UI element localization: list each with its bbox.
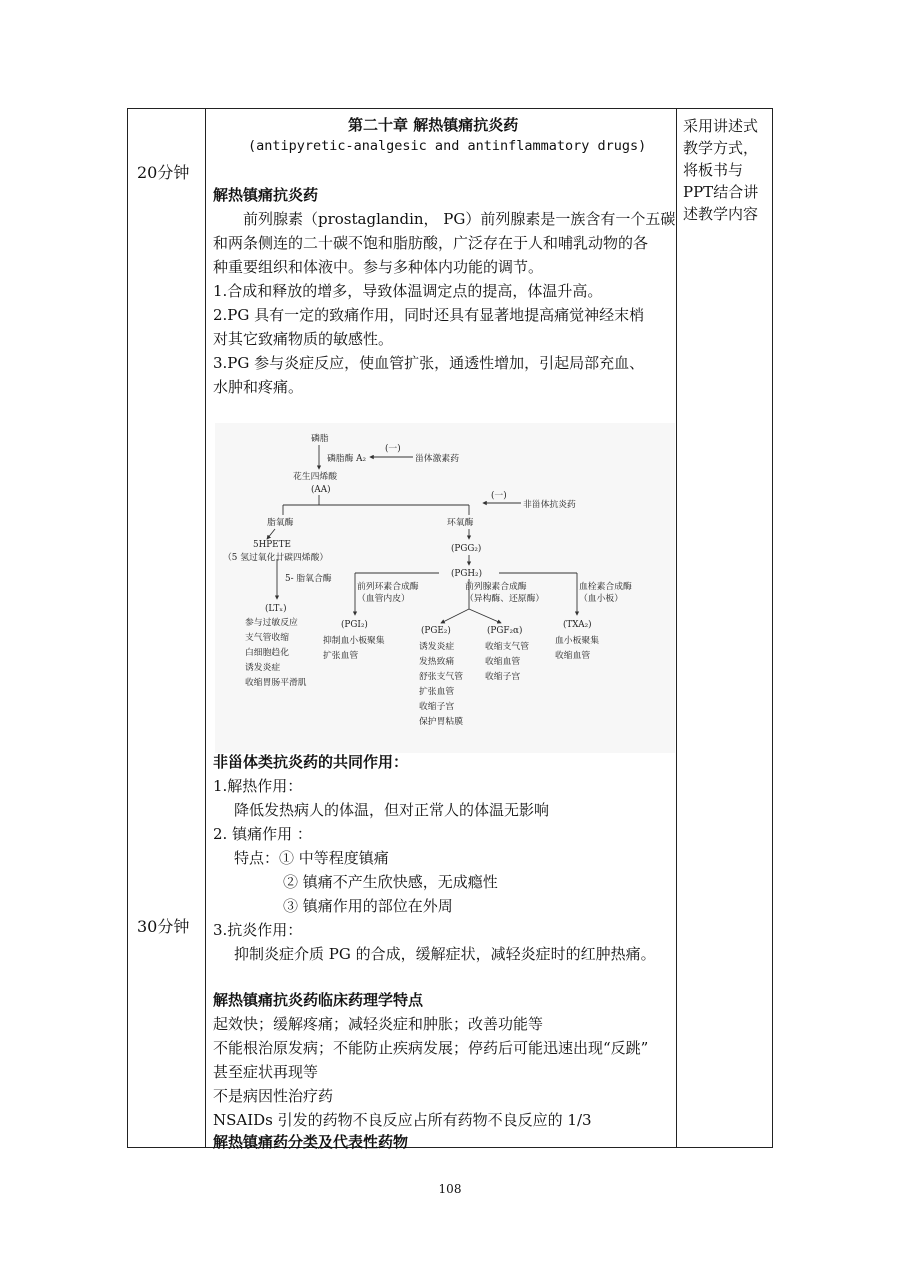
diagram-effect: 舒张支气管 bbox=[419, 672, 463, 682]
item-heading: 3.抗炎作用： bbox=[213, 921, 303, 939]
diagram-label-5lox: 5- 脂氧合酶 bbox=[285, 574, 332, 584]
section-heading-1: 解热镇痛抗炎药 bbox=[213, 186, 319, 204]
time-mark-30: 30分钟 bbox=[137, 917, 190, 936]
point-line: 3.PG 参与炎症反应，使血管扩张，通透性增加，引起局部充血、 bbox=[213, 354, 645, 372]
point-line: 1.合成和释放的增多，导致体温调定点的提高，体温升高。 bbox=[213, 282, 603, 300]
feature-line: 特点：① 中等程度镇痛 bbox=[234, 849, 389, 867]
feature-line: 甚至症状再现等 bbox=[213, 1063, 319, 1081]
diagram-label-pgi-synthase: 前列环素合成酶 bbox=[357, 582, 419, 592]
diagram-effect: 收缩胃肠平滑肌 bbox=[245, 678, 307, 688]
diagram-label-pg-synthase: 前列腺素合成酶 bbox=[465, 582, 527, 592]
feature-line: NSAIDs 引发的药物不良反应占所有药物不良反应的 1/3 bbox=[213, 1111, 592, 1129]
item-heading: 1.解热作用： bbox=[213, 777, 303, 795]
diagram-label-aa: 花生四烯酸 bbox=[293, 472, 337, 482]
lesson-table bbox=[127, 108, 773, 1151]
diagram-label-pg-synthase-type: （异构酶、还原酶） bbox=[465, 594, 545, 604]
diagram-label-pla2: 磷脂酶 A₂ bbox=[327, 454, 367, 464]
diagram-effect: 诱发炎症 bbox=[245, 663, 281, 673]
diagram-label-txa2: (TXA₂) bbox=[563, 620, 592, 630]
diagram-label-5hpete-full: （5 氢过氧化廿碳四烯酸） bbox=[223, 553, 329, 563]
diagram-effect: 收缩子宫 bbox=[419, 702, 455, 712]
paragraph-line: 前列腺素（prostaglandin， PG）前列腺素是一族含有一个五碳 bbox=[243, 210, 676, 228]
point-line: 对其它致痛物质的敏感性。 bbox=[213, 330, 394, 348]
diagram-effect: 收缩血管 bbox=[485, 657, 521, 667]
feature-line: ② 镇痛不产生欣快感，无成瘾性 bbox=[283, 873, 498, 891]
diagram-label-tx-synthase-site: （血小板） bbox=[579, 594, 623, 604]
paragraph-line: 种重要组织和体液中。参与多种体内功能的调节。 bbox=[213, 258, 544, 276]
point-line: 2.PG 具有一定的致痛作用，同时还具有显著地提高痛觉神经末梢 bbox=[213, 306, 645, 324]
paragraph-line: 和两条侧连的二十碳不饱和脂肪酸，广泛存在于人和哺乳动物的各 bbox=[213, 234, 649, 252]
diagram-effect: 收缩血管 bbox=[555, 651, 591, 661]
section-heading-3: 解热镇痛抗炎药临床药理学特点 bbox=[213, 991, 424, 1009]
teaching-method-note: 采用讲述式教学方式，将板书与PPT结合讲述教学内容 bbox=[683, 117, 759, 223]
diagram-label-nsaid: 非甾体抗炎药 bbox=[523, 500, 576, 510]
feature-line: 起效快；缓解疼痛；减轻炎症和肿胀；改善功能等 bbox=[213, 1015, 544, 1033]
diagram-label-pge2: (PGE₂) bbox=[421, 626, 451, 636]
diagram-label-steroid: 甾体激素药 bbox=[415, 454, 459, 464]
diagram-label-inhibit: (一) bbox=[385, 444, 401, 454]
point-line: 水肿和疼痛。 bbox=[213, 378, 304, 396]
diagram-effect: 保护胃粘膜 bbox=[419, 717, 463, 727]
item-desc: 抑制炎症介质 PG 的合成，缓解症状，减轻炎症时的红肿热痛。 bbox=[234, 945, 656, 963]
section-heading-2: 非甾体类抗炎药的共同作用： bbox=[213, 753, 409, 771]
diagram-effect: 诱发炎症 bbox=[419, 642, 455, 652]
item-desc: 降低发热病人的体温，但对正常人的体温无影响 bbox=[234, 801, 550, 819]
diagram-label-inhibit: (一) bbox=[491, 491, 507, 501]
diagram-label-tx-synthase: 血栓素合成酶 bbox=[579, 582, 632, 592]
diagram-effect: 白细胞趋化 bbox=[245, 648, 289, 658]
item-heading: 2. 镇痛作用 ： bbox=[213, 825, 312, 843]
feature-line: 不是病因性治疗药 bbox=[213, 1087, 334, 1105]
diagram-label-phospholipid: 磷脂 bbox=[311, 434, 329, 444]
diagram-label-pgi-synthase-site: （血管内皮） bbox=[357, 594, 410, 604]
diagram-label-cyclooxygenase: 环氧酶 bbox=[447, 518, 474, 528]
time-mark-20: 20分钟 bbox=[137, 163, 190, 182]
feature-line: ③ 镇痛作用的部位在外周 bbox=[283, 897, 453, 915]
chapter-title: 第二十章 解热镇痛抗炎药 bbox=[348, 116, 519, 134]
column-divider-1 bbox=[205, 109, 206, 1147]
diagram-effect: 支气管收缩 bbox=[245, 633, 289, 643]
diagram-label-pgf2a: (PGF₂α) bbox=[487, 626, 523, 636]
diagram-effect: 收缩支气管 bbox=[485, 642, 529, 652]
diagram-effect: 扩张血管 bbox=[323, 651, 359, 661]
feature-line: 不能根治原发病；不能防止疾病发展；停药后可能迅速出现“反跳” bbox=[213, 1039, 649, 1057]
chapter-subtitle: (antipyretic-analgesic and antinflammatory drugs) bbox=[248, 138, 647, 154]
diagram-label-pgg2: (PGG₂) bbox=[451, 544, 482, 554]
diagram-label-pgi2: (PGI₂) bbox=[341, 620, 368, 630]
diagram-effect: 血小板聚集 bbox=[555, 636, 599, 646]
arachidonic-acid-pathway-diagram bbox=[215, 423, 675, 753]
column-divider-2 bbox=[676, 109, 677, 1147]
page-number: 108 bbox=[438, 1182, 462, 1196]
diagram-effect: 收缩子宫 bbox=[485, 672, 521, 682]
diagram-label-5hpete: 5HPETE bbox=[253, 540, 291, 550]
diagram-label-aa-abbr: (AA) bbox=[311, 485, 331, 495]
diagram-label-lipoxygenase: 脂氧酶 bbox=[267, 518, 294, 528]
section-heading-4: 解热镇痛药分类及代表性药物 bbox=[213, 1133, 409, 1151]
diagram-effect: 抑制血小板聚集 bbox=[323, 636, 385, 646]
diagram-label-pgh2: (PGH₂) bbox=[451, 569, 483, 579]
diagram-effect: 扩张血管 bbox=[419, 687, 455, 697]
diagram-effect: 发热致痛 bbox=[419, 657, 455, 667]
diagram-effect: 参与过敏反应 bbox=[245, 618, 298, 628]
diagram-label-ltx: (LTₓ) bbox=[265, 604, 287, 614]
